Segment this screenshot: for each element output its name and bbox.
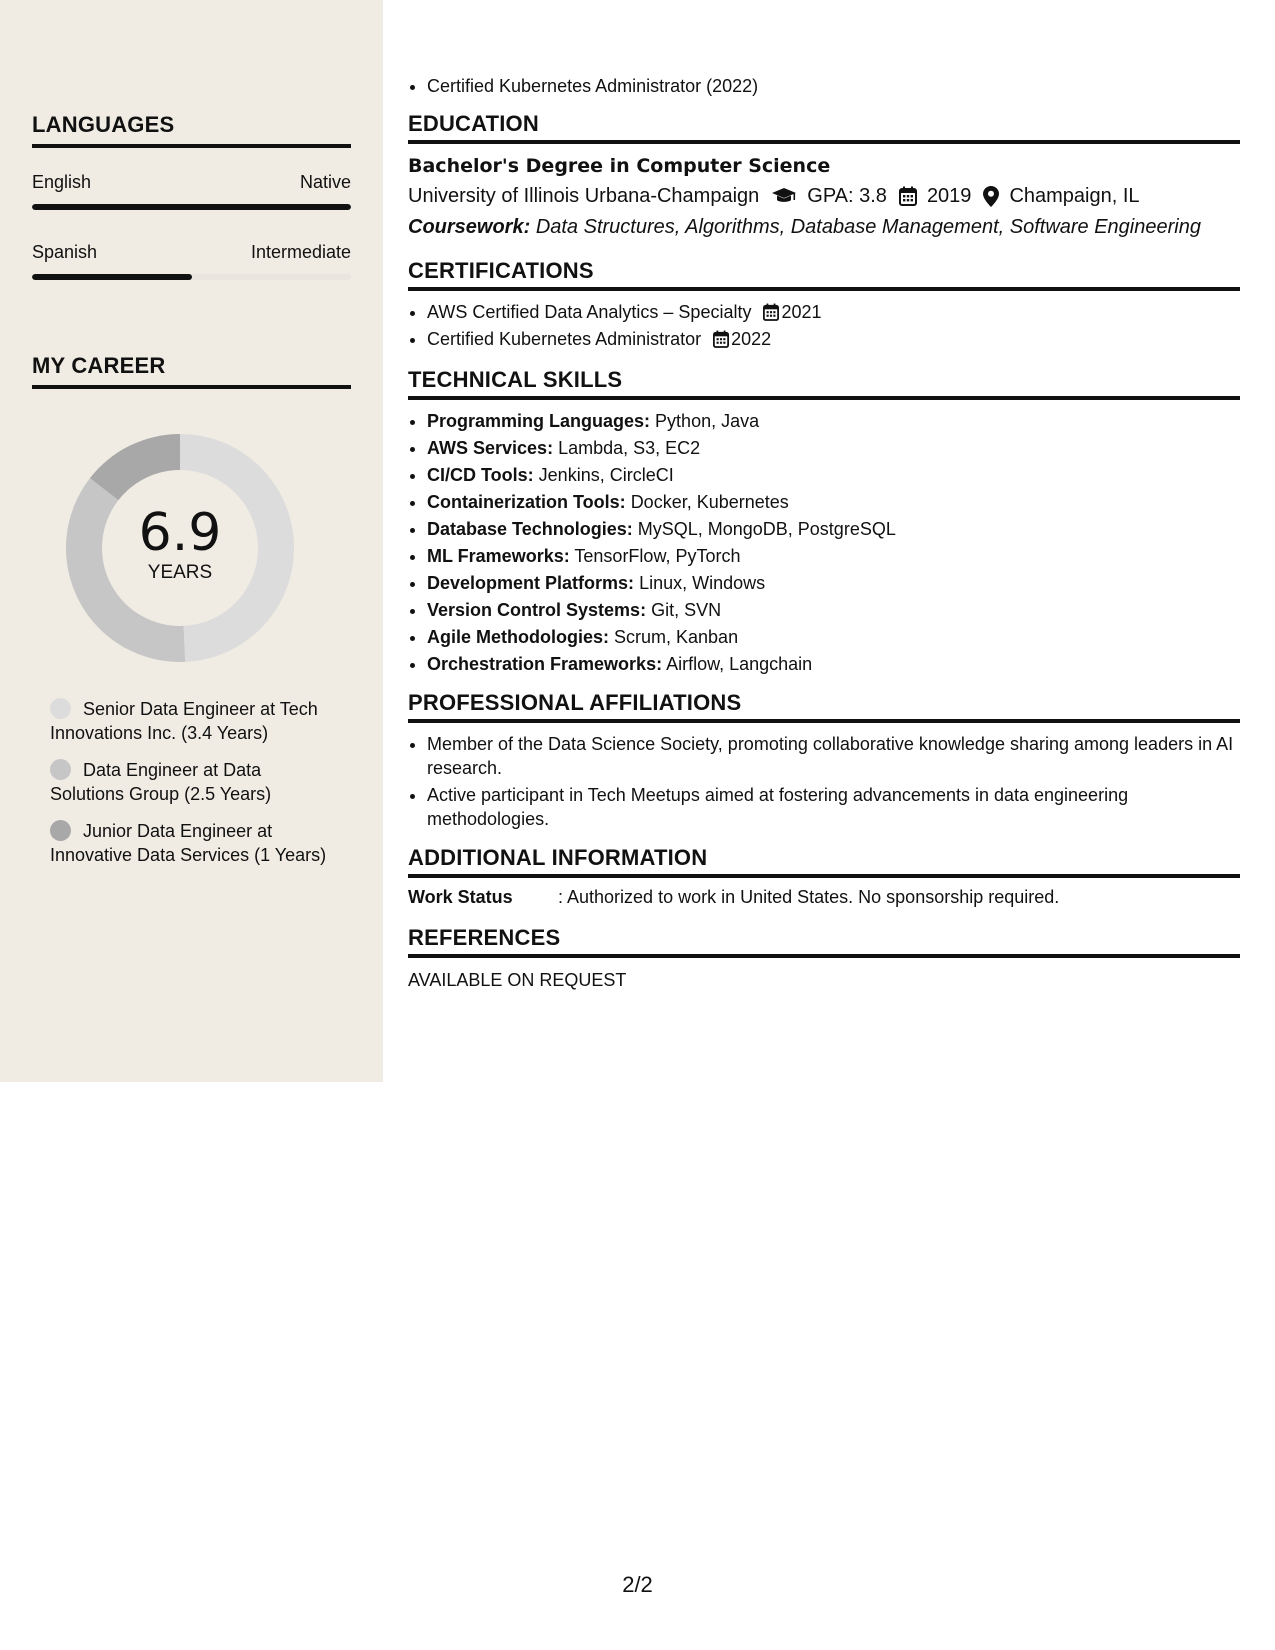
references-text: AVAILABLE ON REQUEST xyxy=(408,970,627,990)
career-legend-item xyxy=(50,697,340,745)
education-section xyxy=(408,111,1240,242)
language-bar-fill xyxy=(32,274,192,280)
calendar-icon xyxy=(763,303,779,321)
career-total-unit: YEARS xyxy=(147,562,213,583)
affiliations-list xyxy=(408,732,1240,831)
language-row-english xyxy=(32,172,351,193)
career-donut-chart xyxy=(66,434,294,662)
career-role-label: Data Engineer at Data Solutions Group (2.5 Years) xyxy=(50,760,272,804)
affiliation-item: • Member of the Data Science Society, promoting collaborative knowledge sharing among leaders in AI research. xyxy=(427,732,1240,780)
references-heading: REFERENCES xyxy=(408,925,1240,958)
skills-body xyxy=(408,409,1240,676)
language-row-spanish xyxy=(32,242,351,263)
skill-value: TensorFlow, PyTorch xyxy=(574,546,741,566)
school-name: University of Illinois Urbana-Champaign xyxy=(408,185,760,207)
affiliations-heading: PROFESSIONAL AFFILIATIONS xyxy=(408,690,1240,723)
calendar-icon xyxy=(713,330,729,348)
work-status-row xyxy=(408,885,1240,909)
skill-label: Version Control Systems: xyxy=(427,600,647,620)
skills-list xyxy=(408,409,1240,676)
career-legend xyxy=(50,697,340,880)
skill-value: Python, Java xyxy=(655,411,760,431)
skill-value: Linux, Windows xyxy=(639,573,766,593)
skill-label: CI/CD Tools: xyxy=(427,465,534,485)
career-role-label: Junior Data Engineer at Innovative Data Services (1 Years) xyxy=(50,821,327,865)
language-bar-spanish xyxy=(32,274,351,280)
skill-label: Orchestration Frameworks: xyxy=(427,654,663,674)
graduation-year: 2019 xyxy=(926,185,972,207)
affiliations-section xyxy=(408,690,1240,831)
language-level: Intermediate xyxy=(250,242,351,262)
legend-dot-icon xyxy=(50,759,71,780)
skill-value: Jenkins, CircleCI xyxy=(538,465,674,485)
calendar-icon xyxy=(899,186,917,206)
education-body xyxy=(408,153,1240,242)
skill-value: Scrum, Kanban xyxy=(614,627,739,647)
skill-item xyxy=(427,625,1240,649)
work-status-value: : Authorized to work in United States. No sponsorship required. xyxy=(558,887,1060,907)
sidebar xyxy=(0,0,383,1082)
language-bar-fill xyxy=(32,204,351,210)
coursework xyxy=(408,212,1240,242)
skills-heading: TECHNICAL SKILLS xyxy=(408,367,1240,400)
coursework-list: Data Structures, Algorithms, Database Management, Software Engineering xyxy=(535,216,1201,238)
additional-info-body xyxy=(408,885,1240,909)
skill-label: Containerization Tools: xyxy=(427,492,626,512)
skill-label: Programming Languages: xyxy=(427,411,651,431)
skill-item xyxy=(427,517,1240,541)
affiliations-body xyxy=(408,732,1240,831)
skill-item xyxy=(427,652,1240,676)
career-heading: MY CAREER xyxy=(32,353,351,389)
certification-name: • Certified Kubernetes Administrator xyxy=(427,329,702,349)
additional-info-section xyxy=(408,845,1240,909)
skill-label: Agile Methodologies: xyxy=(427,627,609,647)
skill-value: Docker, Kubernetes xyxy=(630,492,789,512)
language-name: English xyxy=(32,172,92,192)
skill-item xyxy=(427,409,1240,433)
main-content xyxy=(408,74,1240,992)
certifications-heading: CERTIFICATIONS xyxy=(408,258,1240,291)
career-total-years: 6.9 xyxy=(138,503,222,563)
legend-dot-icon xyxy=(50,820,71,841)
skill-value: Airflow, Langchain xyxy=(666,654,813,674)
certifications-body xyxy=(408,300,1240,351)
skill-value: Lambda, S3, EC2 xyxy=(558,438,701,458)
certification-item xyxy=(427,327,1240,351)
graduation-cap-icon xyxy=(771,187,797,205)
career-legend-item xyxy=(50,758,340,806)
skills-section xyxy=(408,367,1240,676)
languages-heading: LANGUAGES xyxy=(32,112,351,148)
skill-item xyxy=(427,544,1240,568)
coursework-label: Coursework: xyxy=(408,216,531,238)
skill-item xyxy=(427,598,1240,622)
career-legend-item xyxy=(50,819,340,867)
skill-value: MySQL, MongoDB, PostgreSQL xyxy=(637,519,896,539)
page-number: 2/2 xyxy=(622,1572,653,1597)
skill-label: Database Technologies: xyxy=(427,519,633,539)
school-location: Champaign, IL xyxy=(1009,185,1140,207)
skill-item xyxy=(427,490,1240,514)
skill-label: ML Frameworks: xyxy=(427,546,570,566)
affiliation-item: • Active participant in Tech Meetups aimed at fostering advancements in data engineering methodologies. xyxy=(427,783,1240,831)
certifications-list xyxy=(408,300,1240,351)
list-item: • Certified Kubernetes Administrator (2022) xyxy=(427,74,1240,98)
skill-item xyxy=(427,571,1240,595)
language-name: Spanish xyxy=(32,242,98,262)
certification-item xyxy=(427,300,1240,324)
skill-item xyxy=(427,436,1240,460)
continued-list xyxy=(408,74,1240,98)
legend-dot-icon xyxy=(50,698,71,719)
skill-value: Git, SVN xyxy=(651,600,722,620)
language-level: Native xyxy=(299,172,351,192)
skill-item xyxy=(427,463,1240,487)
certification-year: 2022 xyxy=(731,329,772,349)
language-bar-english xyxy=(32,204,351,210)
certification-year: 2021 xyxy=(781,302,822,322)
references-section xyxy=(408,925,1240,992)
certification-name: • AWS Certified Data Analytics – Specialty xyxy=(427,302,752,322)
skill-label: AWS Services: xyxy=(427,438,554,458)
education-heading: EDUCATION xyxy=(408,111,1240,144)
skill-label: Development Platforms: xyxy=(427,573,635,593)
location-pin-icon xyxy=(983,186,999,207)
additional-info-heading: ADDITIONAL INFORMATION xyxy=(408,845,1240,878)
certifications-section xyxy=(408,258,1240,351)
education-meta xyxy=(408,180,1240,212)
career-role-label: Senior Data Engineer at Tech Innovations Inc. (3.4 Years) xyxy=(50,699,318,743)
career-donut-center xyxy=(66,434,294,662)
gpa-value: GPA: 3.8 xyxy=(807,185,887,207)
degree-title: Bachelor's Degree in Computer Science xyxy=(408,155,831,177)
work-status-label: Work Status xyxy=(408,887,513,907)
